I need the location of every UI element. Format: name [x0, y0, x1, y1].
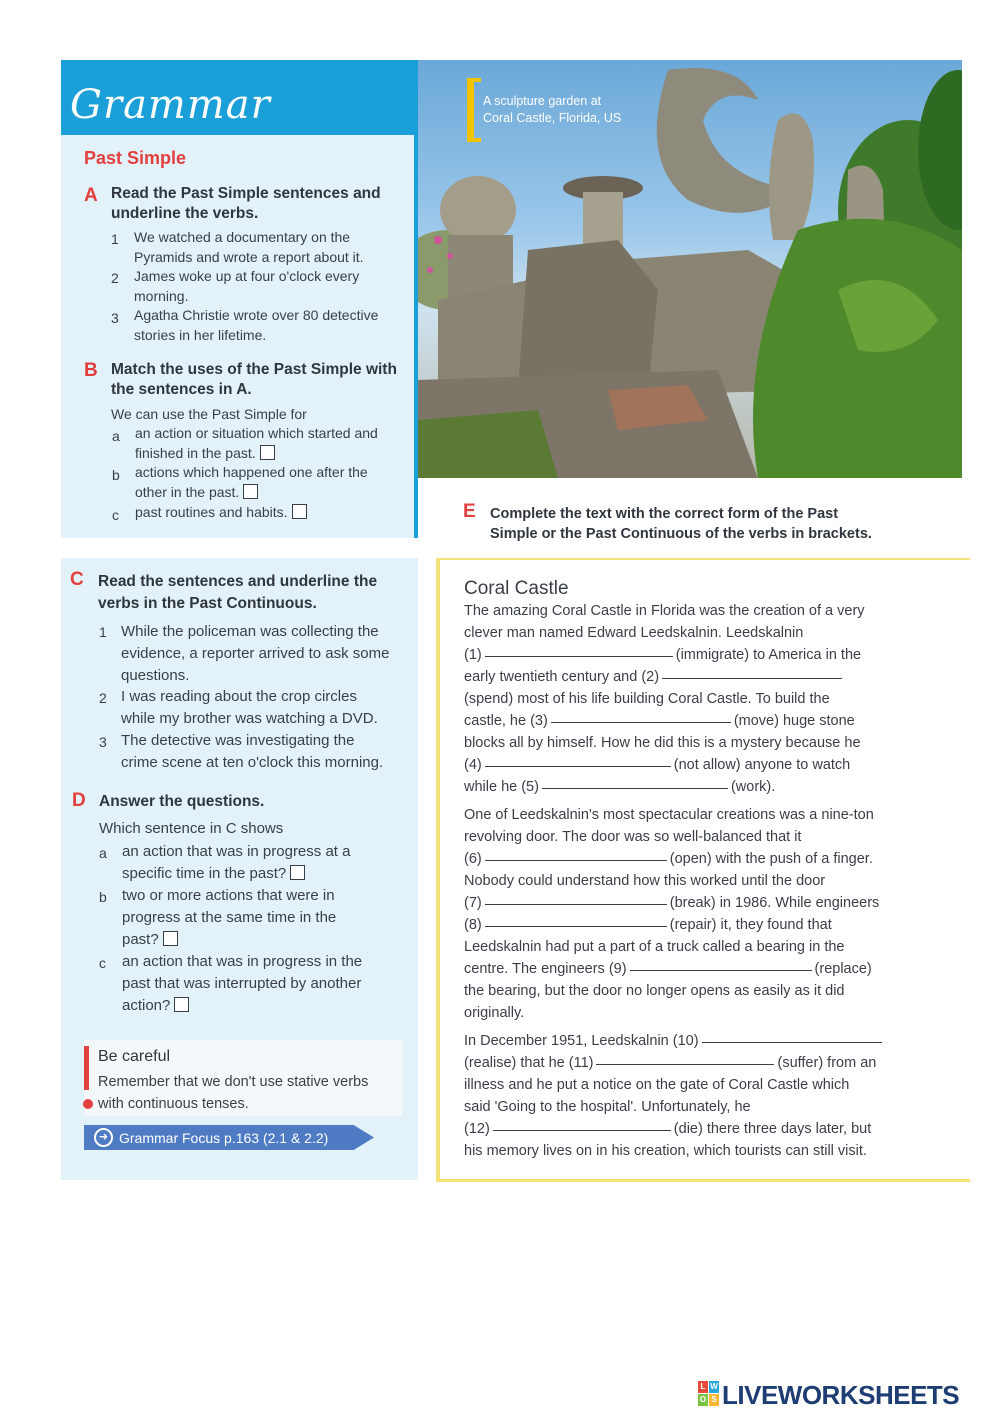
item-number: 2	[111, 270, 119, 286]
story-line: centre. The engineers (9) (replace)	[464, 961, 872, 977]
answer-blank-7[interactable]	[485, 904, 667, 905]
item-number: 3	[111, 310, 119, 326]
caption-bracket	[467, 78, 474, 142]
answer-blank-12[interactable]	[493, 1130, 671, 1131]
answer-checkbox[interactable]	[290, 865, 305, 880]
be-careful-title: Be careful	[98, 1048, 171, 1065]
answer-blank-5[interactable]	[542, 788, 728, 789]
exercise-d-item-b: two or more actions that were in progress at the same time in the past?	[122, 887, 337, 948]
exercise-e-instruction: Complete the text with the correct form of the Past Simple or the Past Continuous of the verbs in brackets.	[490, 506, 872, 542]
answer-blank-3[interactable]	[551, 722, 731, 723]
story-line: his memory lives on in his creation, which tourists can still visit.	[464, 1143, 867, 1159]
item-letter: b	[99, 889, 107, 905]
answer-blank-4[interactable]	[485, 766, 671, 767]
story-line: The amazing Coral Castle in Florida was the creation of a very	[464, 603, 865, 619]
careful-accent-bar	[84, 1046, 89, 1090]
item-letter: c	[99, 955, 106, 971]
story-line: clever man named Edward Leedskalnin. Leedskalnin	[464, 625, 804, 641]
exercise-b-instruction: Match the uses of the Past Simple with the sentences in A.	[111, 361, 397, 398]
answer-blank-2[interactable]	[662, 678, 842, 679]
answer-checkbox[interactable]	[174, 997, 189, 1012]
story-line: (6) (open) with the push of a finger.	[464, 851, 873, 867]
story-line: One of Leedskalnin's most spectacular creations was a nine-ton	[464, 807, 874, 823]
story-line: (spend) most of his life building Coral Castle. To build the	[464, 691, 830, 707]
logo-grid-icon: L W O S	[699, 1382, 718, 1404]
be-careful-text: Remember that we don't use stative verbs with continuous tenses.	[98, 1074, 369, 1112]
exercise-d-intro: Which sentence in C shows	[99, 820, 284, 837]
story-title: Coral Castle	[464, 578, 569, 599]
story-line: while he (5) (work).	[464, 779, 776, 795]
story-line: (8) (repair) it, they found that	[464, 917, 832, 933]
item-number: 2	[99, 690, 107, 706]
answer-checkbox[interactable]	[260, 445, 275, 460]
answer-blank-6[interactable]	[485, 860, 667, 861]
exercise-c-letter: C	[70, 569, 84, 590]
exercise-c-item-1: While the policeman was collecting the evidence, a reporter arrived to ask some questions.	[121, 623, 390, 684]
exercise-b-item-b: actions which happened one after the other in the past.	[135, 464, 368, 500]
exercise-c-instruction: Read the sentences and underline the verbs in the Past Continuous.	[98, 573, 378, 612]
section-title: Past Simple	[84, 148, 187, 168]
story-line: early twentieth century and (2)	[464, 667, 845, 687]
exercise-a-letter: A	[84, 185, 98, 206]
answer-checkbox[interactable]	[243, 484, 258, 499]
item-number: 3	[99, 734, 107, 750]
story-line: the bearing, but the door no longer opens as easily as it did	[464, 983, 845, 999]
item-number: 1	[99, 624, 107, 640]
logo-text: LIVEWORKSHEETS	[722, 1380, 960, 1410]
story-line: revolving door. The door was so well-balanced that it	[464, 829, 802, 845]
answer-blank-8[interactable]	[485, 926, 667, 927]
story-line: Leedskalnin had put a part of a truck called a bearing in the	[464, 939, 845, 955]
exercise-b-intro: We can use the Past Simple for	[111, 406, 307, 422]
story-line: (4) (not allow) anyone to watch	[464, 757, 851, 773]
exercise-c-item-2: I was reading about the crop circles while my brother was watching a DVD.	[121, 688, 378, 727]
exercise-b-item-c: past routines and habits.	[135, 503, 307, 523]
story-line: (7) (break) in 1986. While engineers	[464, 895, 880, 911]
exercise-b-item-a: an action or situation which started and finished in the past.	[135, 425, 378, 461]
story-line: In December 1951, Leedskalnin (10)	[464, 1031, 885, 1051]
exercise-a-item-1: We watched a documentary on the Pyramids and wrote a report about it.	[134, 229, 364, 265]
exercise-d-instruction: Answer the questions.	[99, 793, 265, 810]
story-line: blocks all by himself. How he did this is a mystery because he	[464, 735, 861, 751]
grammar-title: Grammar	[70, 82, 271, 128]
item-number: 1	[111, 231, 119, 247]
answer-checkbox[interactable]	[292, 504, 307, 519]
item-letter: b	[112, 467, 120, 483]
story-line: illness and he put a notice on the gate of Coral Castle which	[464, 1077, 850, 1093]
photo-caption: A sculpture garden at Coral Castle, Florida, US	[483, 94, 622, 125]
story-line: (12) (die) there three days later, but	[464, 1121, 872, 1137]
answer-blank-10[interactable]	[702, 1042, 882, 1043]
story-line: Nobody could understand how this worked until the door	[464, 873, 826, 889]
item-letter: c	[112, 507, 119, 523]
story-line: originally.	[464, 1005, 525, 1021]
story-line: said 'Going to the hospital'. Unfortunately, he	[464, 1099, 751, 1115]
answer-blank-11[interactable]	[596, 1064, 774, 1065]
exercise-c-item-3: The detective was investigating the crime scene at ten o'clock this morning.	[121, 732, 384, 771]
story-line: (1) (immigrate) to America in the	[464, 647, 862, 663]
exercise-a-item-3: Agatha Christie wrote over 80 detective stories in her lifetime.	[134, 307, 379, 343]
careful-accent-dot	[83, 1099, 93, 1109]
exercise-d-item-a: an action that was in progress at a specific time in the past?	[122, 843, 351, 882]
exercise-a-item-2: James woke up at four o'clock every morning.	[134, 268, 360, 304]
exercise-e-letter: E	[463, 501, 476, 522]
exercise-d-letter: D	[72, 790, 86, 811]
answer-blank-9[interactable]	[630, 970, 812, 971]
grammar-focus-label[interactable]: Grammar Focus p.163 (2.1 & 2.2)	[119, 1130, 329, 1146]
answer-checkbox[interactable]	[163, 931, 178, 946]
arrow-circle-icon: ➜	[94, 1128, 113, 1147]
exercise-b-letter: B	[84, 360, 98, 381]
answer-blank-1[interactable]	[485, 656, 673, 657]
item-letter: a	[112, 428, 120, 444]
story-line: (realise) that he (11) (suffer) from an	[464, 1055, 877, 1071]
story-line: castle, he (3) (move) huge stone	[464, 713, 855, 729]
item-letter: a	[99, 845, 107, 861]
exercise-d-item-c: an action that was in progress in the past that was interrupted by another action?	[122, 953, 363, 1014]
exercise-a-instruction: Read the Past Simple sentences and underline the verbs.	[111, 185, 381, 222]
